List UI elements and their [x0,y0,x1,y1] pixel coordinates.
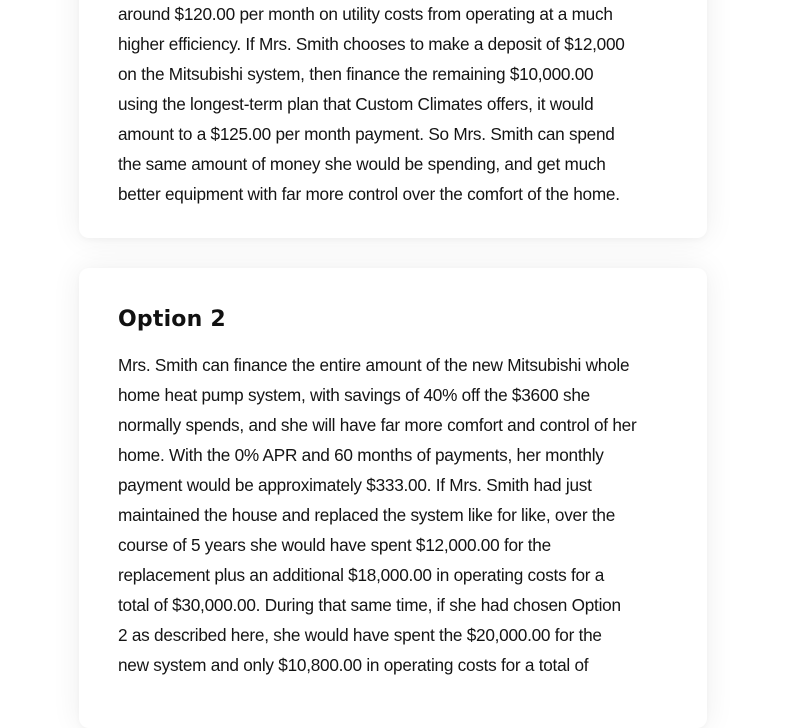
text-line: home. With the 0% APR and 60 months of payments, her monthly [118,445,604,465]
option-1-body [118,0,677,209]
option-2-card [79,268,707,728]
text-line: course of 5 years she would have spent $12,000.00 for the [118,535,551,555]
text-line: around $120.00 per month on utility costs from operating at a much [118,4,613,24]
text-line: home heat pump system, with savings of 40% off the $3600 she [118,385,590,405]
option-2-body [118,350,671,680]
option-2-heading: Option 2 [118,307,226,332]
text-line: on the Mitsubishi system, then finance the remaining $10,000.00 [118,64,594,84]
text-line: Mrs. Smith can finance the entire amount of the new Mitsubishi whole [118,355,630,375]
text-line: replacement plus an additional $18,000.00 in operating costs for a [118,565,605,585]
text-line: higher efficiency. If Mrs. Smith chooses to make a deposit of $12,000 [118,34,625,54]
text-line: normally spends, and she will have far more comfort and control of her [118,415,637,435]
text-line: maintained the house and replaced the system like for like, over the [118,505,616,525]
option-1-card [79,0,707,238]
text-line: payment would be approximately $333.00. If Mrs. Smith had just [118,475,592,495]
text-line: the same amount of money she would be spending, and get much [118,154,606,174]
text-line: new system and only $10,800.00 in operating costs for a total of [118,655,589,675]
text-line: using the longest-term plan that Custom Climates offers, it would [118,94,594,114]
text-line: 2 as described here, she would have spent the $20,000.00 for the [118,625,602,645]
text-line: amount to a $125.00 per month payment. So Mrs. Smith can spend [118,124,615,144]
text-line: total of $30,000.00. During that same time, if she had chosen Option [118,595,621,615]
text-line: better equipment with far more control over the comfort of the home. [118,184,620,204]
